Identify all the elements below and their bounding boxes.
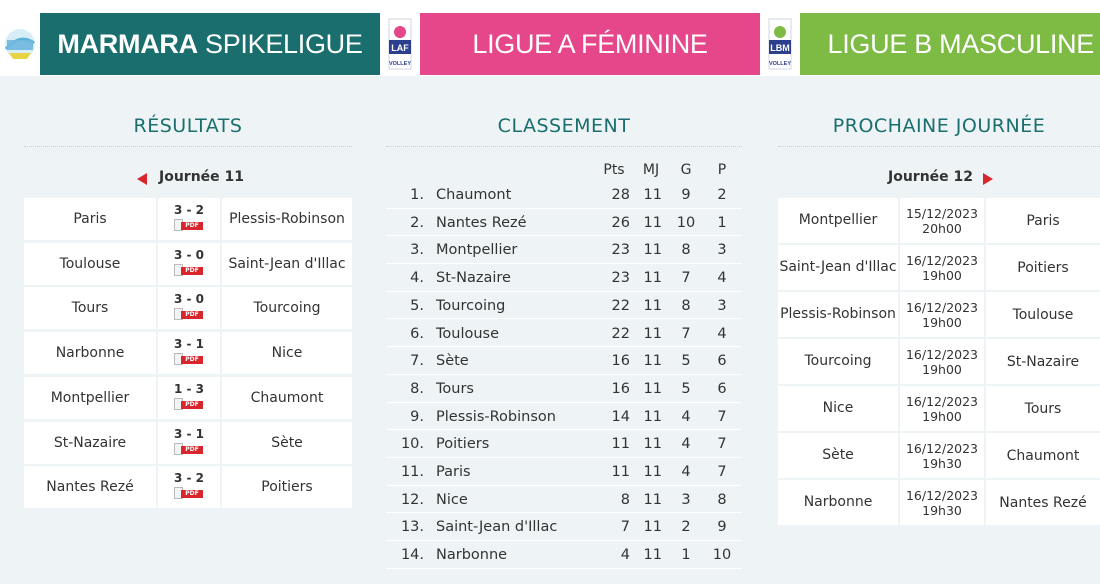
standings-team: Tours	[436, 380, 474, 397]
standings-pts: 7	[620, 519, 630, 536]
next-match-date: 16/12/2023	[905, 440, 979, 456]
next-match-time: 19h00	[922, 408, 962, 424]
standings-pts: 22	[611, 325, 630, 342]
results-title: RÉSULTATS	[133, 115, 243, 137]
standings-header-mj: MJ	[642, 162, 660, 178]
next-day-label: Journée 12	[888, 169, 974, 185]
standings-p: 6	[717, 353, 727, 370]
standings-rank: 13.	[400, 519, 424, 536]
tab-ligue-a-feminine-label: LIGUE A FÉMININE	[472, 28, 708, 59]
standings-row	[386, 513, 742, 541]
standings-rank: 4.	[410, 270, 424, 287]
result-home-team: St-Nazaire	[24, 422, 156, 464]
next-day-title-divider	[778, 146, 1100, 147]
standings-team: Chaumont	[436, 187, 512, 203]
pdf-icon[interactable]	[174, 219, 204, 231]
result-score-cell[interactable]	[158, 422, 220, 464]
standings-p: 9	[717, 519, 727, 536]
standings-row	[386, 320, 742, 348]
standings-pts: 22	[611, 297, 630, 314]
result-row	[24, 376, 352, 420]
lbm-logo-icon	[760, 13, 800, 75]
next-date-cell	[900, 245, 984, 290]
standings-p: 6	[717, 380, 727, 397]
standings-pts: 16	[611, 353, 630, 370]
results-day-label: Journée 11	[159, 169, 245, 185]
standings-team: Saint-Jean d'Illac	[436, 519, 558, 536]
standings-g: 4	[681, 436, 691, 453]
next-match-time: 20h00	[922, 220, 962, 236]
standings-rank: 9.	[410, 408, 424, 425]
next-match-date: 15/12/2023	[905, 205, 979, 221]
pdf-label: PDF	[181, 222, 203, 230]
pdf-label: PDF	[181, 490, 203, 498]
tab-ligue-a-feminine[interactable]	[420, 13, 760, 75]
result-row	[24, 286, 352, 330]
next-match-row	[778, 338, 1100, 385]
standings-pts: 4	[620, 547, 630, 564]
previous-day-arrow-icon[interactable]	[137, 173, 147, 185]
standings-pts: 11	[611, 436, 630, 453]
result-home-team: Tours	[24, 287, 156, 329]
next-match-time: 19h30	[922, 502, 962, 518]
standings-p: 3	[717, 242, 727, 259]
standings-mj: 11	[643, 242, 662, 259]
pdf-icon[interactable]	[174, 308, 204, 320]
next-match-date: 16/12/2023	[905, 346, 979, 362]
next-match-date: 16/12/2023	[905, 393, 979, 409]
next-match-date: 16/12/2023	[905, 252, 979, 268]
standings-title-divider	[386, 146, 742, 147]
standings-team: Sète	[436, 353, 469, 370]
standings-mj: 11	[643, 408, 662, 425]
standings-pts: 8	[620, 491, 630, 508]
standings-p: 8	[717, 491, 727, 508]
standings-g: 9	[681, 187, 691, 203]
result-score-cell[interactable]	[158, 332, 220, 374]
standings-team: Tourcoing	[436, 297, 506, 314]
standings-rank: 1.	[410, 187, 424, 203]
standings-g: 7	[681, 270, 691, 287]
svg-text:VOLLEY: VOLLEY	[388, 61, 412, 67]
standings-g: 3	[681, 491, 691, 508]
standings-row	[386, 264, 742, 292]
standings-row	[386, 347, 742, 375]
tab-ligue-b-masculine[interactable]	[800, 13, 1100, 75]
svg-text:LBM: LBM	[770, 43, 790, 53]
standings-header-pts: Pts	[603, 162, 625, 178]
standings-rank: 6.	[410, 325, 424, 342]
standings-team: Toulouse	[436, 325, 500, 342]
standings-p: 2	[717, 187, 727, 203]
result-home-team: Narbonne	[24, 332, 156, 374]
standings-mj: 11	[643, 547, 662, 564]
result-score-cell[interactable]	[158, 377, 220, 419]
laf-logo[interactable]	[380, 13, 420, 75]
next-match-time: 19h00	[922, 314, 962, 330]
standings-rank: 8.	[410, 380, 424, 397]
next-match-time: 19h30	[922, 455, 962, 471]
next-date-cell	[900, 386, 984, 431]
standings-team: Plessis-Robinson	[436, 408, 556, 425]
standings-g: 8	[681, 242, 691, 259]
standings-row-divider	[386, 568, 742, 569]
result-score: 3 - 0	[173, 247, 205, 262]
result-away-team: Tourcoing	[222, 287, 352, 329]
next-match-row	[778, 197, 1100, 244]
next-home-team: Narbonne	[778, 480, 898, 525]
result-away-team: Plessis-Robinson	[222, 198, 352, 240]
result-score: 3 - 2	[173, 471, 205, 486]
next-match-date: 16/12/2023	[905, 299, 979, 315]
standings-team: Nantes Rezé	[436, 214, 527, 231]
standings-mj: 11	[643, 187, 662, 203]
standings-p: 4	[717, 325, 727, 342]
next-away-team: Tours	[986, 386, 1100, 431]
next-match-row	[778, 432, 1100, 479]
standings-mj: 11	[643, 464, 662, 480]
result-home-team: Montpellier	[24, 377, 156, 419]
next-date-cell	[900, 433, 984, 478]
pdf-icon[interactable]	[174, 443, 204, 455]
next-day-title: PROCHAINE JOURNÉE	[832, 115, 1046, 137]
next-home-team: Plessis-Robinson	[778, 292, 898, 337]
lbm-logo[interactable]	[760, 13, 800, 75]
standings-rank: 14.	[400, 547, 424, 564]
standings-row	[386, 375, 742, 403]
standings-p: 7	[717, 408, 727, 425]
standings-pts: 28	[611, 187, 630, 203]
standings-rank: 11.	[400, 464, 424, 480]
standings-g: 4	[681, 408, 691, 425]
standings-mj: 11	[643, 297, 662, 314]
result-home-team: Toulouse	[24, 243, 156, 285]
next-away-team: Chaumont	[986, 433, 1100, 478]
next-away-team: St-Nazaire	[986, 339, 1100, 384]
standings-mj: 11	[643, 380, 662, 397]
result-score: 3 - 1	[173, 337, 205, 352]
next-date-cell	[900, 198, 984, 243]
next-away-team: Paris	[986, 198, 1100, 243]
next-home-team: Tourcoing	[778, 339, 898, 384]
tab-spikeligue-label: MARMARA SPIKELIGUE	[57, 28, 363, 59]
standings-g: 1	[681, 547, 691, 564]
pdf-icon[interactable]	[174, 353, 204, 365]
standings-g: 4	[681, 464, 691, 480]
result-away-team: Poitiers	[222, 466, 352, 508]
standings-row	[386, 458, 742, 486]
standings-row	[386, 209, 742, 237]
result-home-team: Nantes Rezé	[24, 466, 156, 508]
next-date-cell	[900, 339, 984, 384]
result-score-cell[interactable]	[158, 243, 220, 285]
standings-g: 5	[681, 380, 691, 397]
standings-mj: 11	[643, 214, 662, 231]
pdf-label: PDF	[181, 311, 203, 319]
standings-p: 4	[717, 270, 727, 287]
next-match-row	[778, 291, 1100, 338]
laf-logo-icon	[380, 13, 420, 75]
standings-header-g: G	[680, 162, 692, 178]
standings-mj: 11	[643, 325, 662, 342]
standings-team: Poitiers	[436, 436, 490, 453]
standings-p: 1	[717, 214, 727, 231]
next-match-row	[778, 244, 1100, 291]
standings-team: Narbonne	[436, 547, 508, 564]
standings-g: 7	[681, 325, 691, 342]
next-date-cell	[900, 480, 984, 525]
pdf-icon[interactable]	[174, 264, 204, 276]
standings-team: Paris	[436, 464, 471, 480]
next-match-row	[778, 479, 1100, 526]
standings-rank: 5.	[410, 297, 424, 314]
svg-text:VOLLEY: VOLLEY	[768, 61, 792, 67]
spikeligue-logo[interactable]	[0, 13, 40, 75]
standings-g: 2	[681, 519, 691, 536]
next-match-time: 19h00	[922, 267, 962, 283]
standings-rank: 10.	[400, 436, 424, 453]
result-away-team: Nice	[222, 332, 352, 374]
result-score: 3 - 1	[173, 426, 205, 441]
league-tabs-bar	[0, 0, 1100, 76]
standings-pts: 16	[611, 380, 630, 397]
tab-ligue-b-masculine-label: LIGUE B MASCULINE	[827, 28, 1094, 59]
standings-row	[386, 181, 742, 209]
standings-p: 3	[717, 297, 727, 314]
standings-mj: 11	[643, 436, 662, 453]
standings-pts: 26	[611, 214, 630, 231]
pdf-label: PDF	[181, 356, 203, 364]
standings-pts: 23	[611, 270, 630, 287]
result-row	[24, 331, 352, 375]
next-away-team: Nantes Rezé	[986, 480, 1100, 525]
result-score: 1 - 3	[173, 381, 205, 396]
result-score-cell[interactable]	[158, 466, 220, 508]
standings-team: Montpellier	[436, 242, 518, 259]
result-row	[24, 197, 352, 241]
standings-row	[386, 486, 742, 514]
standings-row	[386, 236, 742, 264]
results-title-divider	[24, 146, 352, 147]
result-score: 3 - 0	[173, 292, 205, 307]
standings-row	[386, 403, 742, 431]
standings-row	[386, 541, 742, 569]
standings-g: 5	[681, 353, 691, 370]
standings-pts: 23	[611, 242, 630, 259]
result-score-cell[interactable]	[158, 287, 220, 329]
svg-text:LAF: LAF	[391, 43, 409, 53]
pdf-label: PDF	[181, 446, 203, 454]
standings-header-p: P	[717, 162, 727, 178]
spikeligue-logo-icon	[0, 13, 40, 75]
standings-p: 7	[717, 436, 727, 453]
result-score-cell[interactable]	[158, 198, 220, 240]
next-home-team: Sète	[778, 433, 898, 478]
pdf-icon[interactable]	[174, 398, 204, 410]
next-away-team: Toulouse	[986, 292, 1100, 337]
standings-row	[386, 430, 742, 458]
pdf-icon[interactable]	[174, 487, 204, 499]
result-row	[24, 421, 352, 465]
next-home-team: Saint-Jean d'Illac	[778, 245, 898, 290]
standings-mj: 11	[643, 519, 662, 536]
standings-pts: 11	[611, 464, 630, 480]
standings-mj: 11	[643, 353, 662, 370]
next-date-cell	[900, 292, 984, 337]
result-row	[24, 242, 352, 286]
standings-mj: 11	[643, 491, 662, 508]
next-match-row	[778, 385, 1100, 432]
result-away-team: Sète	[222, 422, 352, 464]
next-home-team: Montpellier	[778, 198, 898, 243]
next-day-arrow-icon[interactable]	[983, 173, 993, 185]
result-score: 3 - 2	[173, 203, 205, 217]
standings-rank: 2.	[410, 214, 424, 231]
result-row	[24, 465, 352, 509]
pdf-label: PDF	[181, 401, 203, 409]
next-match-date: 16/12/2023	[905, 487, 979, 503]
next-match-time: 19h00	[922, 361, 962, 377]
result-away-team: Chaumont	[222, 377, 352, 419]
standings-pts: 14	[611, 408, 630, 425]
standings-row	[386, 292, 742, 320]
standings-p: 10	[712, 547, 732, 564]
standings-title: CLASSEMENT	[497, 115, 631, 137]
standings-g: 8	[681, 297, 691, 314]
standings-mj: 11	[643, 270, 662, 287]
next-home-team: Nice	[778, 386, 898, 431]
standings-rank: 7.	[410, 353, 424, 370]
tab-spikeligue[interactable]	[40, 13, 380, 75]
standings-g: 10	[676, 214, 696, 231]
result-away-team: Saint-Jean d'Illac	[222, 243, 352, 285]
standings-rank: 3.	[410, 242, 424, 259]
result-home-team: Paris	[24, 198, 156, 240]
standings-team: St-Nazaire	[436, 270, 511, 287]
standings-rank: 12.	[400, 491, 424, 508]
standings-team: Nice	[436, 491, 468, 508]
next-away-team: Poitiers	[986, 245, 1100, 290]
pdf-label: PDF	[181, 267, 203, 275]
standings-p: 7	[717, 464, 727, 480]
